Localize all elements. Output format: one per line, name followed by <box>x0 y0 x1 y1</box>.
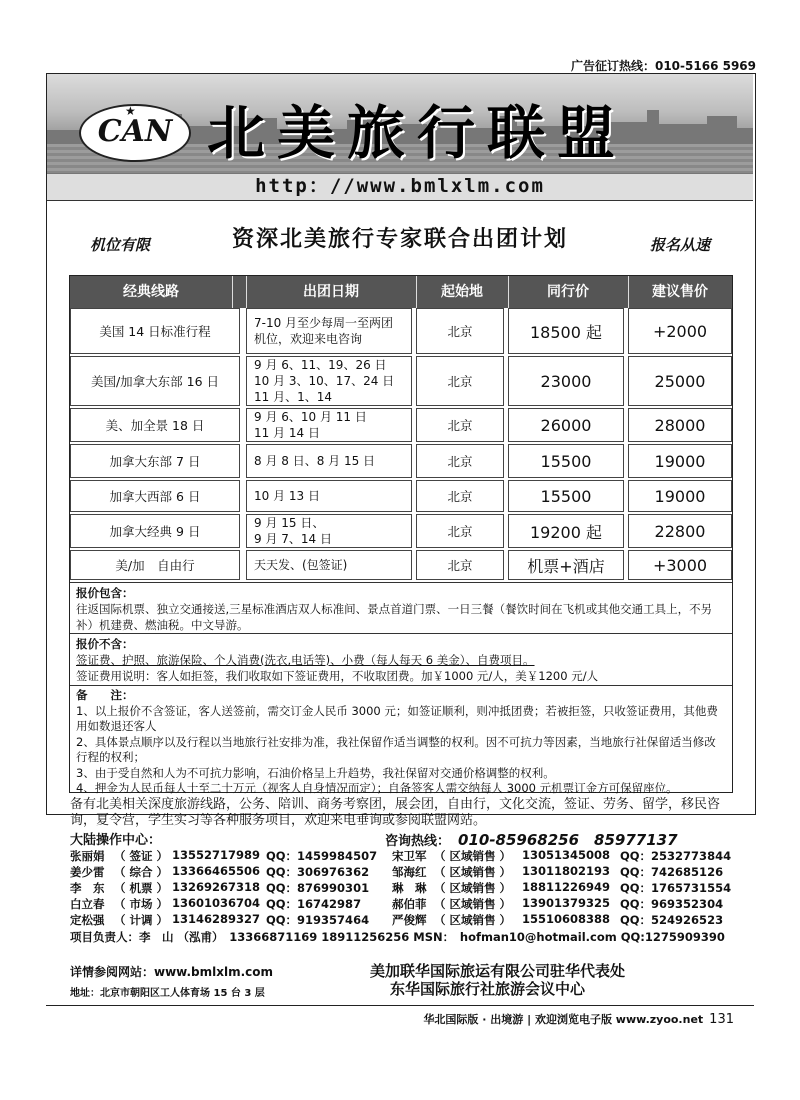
cell-route: 美/加 自由行 <box>70 550 240 580</box>
footer-address: 地址：北京市朝阳区工人体育场 15 台 3 层 <box>70 988 265 999</box>
cell-trade-price: 15500 <box>508 480 624 512</box>
hotline-label: 咨询热线： <box>385 834 451 849</box>
cell-route: 加拿大东部 7 日 <box>70 444 240 478</box>
cell-retail-price: 25000 <box>628 356 732 406</box>
logo <box>79 104 191 162</box>
company-name-1: 美加联华国际旅运有限公司驻华代表处 <box>370 962 626 980</box>
contact-role: （ 机票 ） <box>114 881 169 895</box>
contact-qq: QQ：16742987 <box>266 897 362 911</box>
cell-trade-price: 机票+酒店 <box>508 550 624 580</box>
contact-role: （ 区域销售 ） <box>434 913 512 927</box>
contact-phone: 13051345008 <box>522 848 611 862</box>
contact-name: 严俊辉 <box>392 913 427 927</box>
table-header <box>70 276 732 308</box>
excludes-title: 报价不含： <box>76 637 134 651</box>
cell-route: 美、加全景 18 日 <box>70 408 240 442</box>
services-text: 备有北美相关深度旅游线路，公务、陪训、商务考察团，展会团，自由行，文化交流，签证、劳务、留学，移民咨询，夏令营，学生实习等各种服务项目，欢迎来电垂询或参阅联盟网站。 <box>70 797 721 828</box>
cell-trade-price: 15500 <box>508 444 624 478</box>
footer-website[interactable]: 详情参阅网站：www.bmlxlm.com <box>70 965 274 979</box>
ops-row <box>70 829 730 847</box>
contact-role: （ 区域销售 ） <box>434 881 512 895</box>
bottom-rule <box>46 1005 754 1006</box>
table-row <box>70 480 732 512</box>
tag-sign-up: 报名从速 <box>649 236 710 254</box>
contact-role: （ 综合 ） <box>114 865 169 879</box>
cell-origin: 北京 <box>416 408 504 442</box>
remark-item: 4、押金为人民币每人十至二十万元（视客人自身情况而定）；自备签客人需交纳每人 3000 元机票订金方可保留座位。 <box>76 781 678 795</box>
tag-limited-seats: 机位有限 <box>90 236 151 254</box>
cell-route: 美国/加拿大东部 16 日 <box>70 356 240 406</box>
cell-dates: 9 月 6、11、19、26 日 10 月 3、10、17、24 日 11 月、1、14 <box>246 356 412 406</box>
cell-origin: 北京 <box>416 308 504 354</box>
contact-phone: 13901379325 <box>522 896 611 910</box>
col-retail-price: 建议售价 <box>652 284 708 300</box>
remark-item: 2、具体景点顺序以及行程以当地旅行社安排为准，我社保留作适当调整的权利。因不可抗力等因素，当地旅行社保留适当修改行程的权利； <box>76 734 716 764</box>
remarks <box>70 686 732 799</box>
cell-dates: 9 月 6、10 月 11 日 11 月 14 日 <box>246 408 412 442</box>
price-excludes <box>70 634 732 686</box>
cell-trade-price: 23000 <box>508 356 624 406</box>
cell-retail-price: 22800 <box>628 514 732 548</box>
excludes-text: 签证费、护照、旅游保险、个人消费(洗衣,电话等)、小费（每人每天 6 美金）、自费项目。 <box>76 653 535 667</box>
contact-qq: QQ：306976362 <box>266 865 370 879</box>
table-row <box>70 550 732 580</box>
table-row <box>70 308 732 354</box>
url-strip <box>47 173 753 200</box>
company-name-2: 东华国际旅行社旅游会议中心 <box>390 980 586 998</box>
cell-dates: 8 月 8 日、8 月 15 日 <box>246 444 412 478</box>
includes-title: 报价包含： <box>76 586 134 600</box>
contact-name: 宋卫军 <box>392 849 427 863</box>
ops-center-title: 大陆操作中心： <box>70 833 162 848</box>
contact-role: （ 计调 ） <box>114 913 169 927</box>
col-spacer <box>232 276 247 308</box>
contact-role: （ 签证 ） <box>114 849 169 863</box>
cell-origin: 北京 <box>416 356 504 406</box>
contact-name: 姜少雷 <box>70 865 105 879</box>
contact-qq: QQ：2532773844 <box>620 849 732 863</box>
cell-trade-price: 26000 <box>508 408 624 442</box>
headline: 资深北美旅行专家联合出团计划 <box>231 226 568 252</box>
cell-route: 加拿大经典 9 日 <box>70 514 240 548</box>
contact-name: 郝伯菲 <box>392 897 427 911</box>
col-dates: 出团日期 <box>246 276 417 308</box>
table-row <box>70 356 732 406</box>
contact-name: 琳 琳 <box>392 881 427 895</box>
contact-role: （ 区域销售 ） <box>434 865 512 879</box>
cell-retail-price: 28000 <box>628 408 732 442</box>
col-route: 经典线路 <box>70 276 233 308</box>
contact-phone: 13601036704 <box>172 896 261 910</box>
cell-dates: 9 月 15 日、 9 月 7、14 日 <box>246 514 412 548</box>
contact-qq: QQ：742685126 <box>620 865 724 879</box>
remark-item: 1、以上报价不含签证，客人送签前，需交订金人民币 3000 元；如签证顺利，则冲抵团费；若被拒签，只收签证费用，其他费用如数退还客人 <box>76 703 718 733</box>
cell-origin: 北京 <box>416 550 504 580</box>
page-number: 131 <box>709 1012 734 1027</box>
hotline-numbers: 010-85968256 85977137 <box>458 831 678 849</box>
remark-item: 3、由于受自然和人为不可抗力影响，石油价格呈上升趋势，我社保留对交通价格调整的权利。 <box>76 765 555 780</box>
site-url[interactable]: http：//www.bmlxlm.com <box>255 175 545 197</box>
cell-route: 美国 14 日标准行程 <box>70 308 240 354</box>
col-origin: 起始地 <box>416 276 509 308</box>
contact-phone: 13011802193 <box>522 864 611 878</box>
table-row <box>70 444 732 478</box>
cell-dates: 天天发、(包签证) <box>246 550 412 580</box>
table-row <box>70 408 732 442</box>
star-icon: ★ <box>125 104 136 118</box>
contact-name: 张丽娟 <box>70 849 105 863</box>
contact-name: 邹海红 <box>392 865 427 879</box>
col-trade-price: 同行价 <box>508 276 629 308</box>
cell-origin: 北京 <box>416 480 504 512</box>
cell-retail-price: 19000 <box>628 480 732 512</box>
contact-phone: 13366465506 <box>172 864 261 878</box>
edition-text: 华北国际版 · 出境游 | 欢迎浏览电子版 www.zyoo.net <box>423 1013 704 1026</box>
price-includes <box>70 583 732 635</box>
includes-text: 往返国际机票、独立交通接送,三星标准酒店双人标准间、景点首道门票、一日三餐（餐饮时间在飞机或其他交通工具上，不另补）机建费、燃油税。中文导游。 <box>76 602 713 632</box>
contact-phone: 15510608388 <box>522 912 611 926</box>
cell-dates: 7-10 月至少每周一至两团 机位，欢迎来电咨询 <box>246 308 412 354</box>
contact-phone: 13146289327 <box>172 912 261 926</box>
cell-retail-price: +3000 <box>628 550 732 580</box>
project-lead: 项目负责人：李 山 （泓甫） 13366871169 18911256256 MSN： hofman10@hotmail.com QQ:1275909390 <box>70 930 725 944</box>
remarks-title: 备 注： <box>76 688 134 702</box>
contact-name: 定松强 <box>70 913 105 927</box>
contact-role: （ 区域销售 ） <box>434 849 512 863</box>
contact-qq: QQ：1765731554 <box>620 881 732 895</box>
cell-trade-price: 19200 起 <box>508 514 624 548</box>
contact-phone: 18811226949 <box>522 880 611 894</box>
cell-retail-price: 19000 <box>628 444 732 478</box>
contact-phone: 13269267318 <box>172 880 261 894</box>
contact-name: 白立春 <box>70 897 105 911</box>
contact-qq: QQ：876990301 <box>266 881 370 895</box>
contact-name: 李 东 <box>70 881 105 895</box>
logo-mark: CAN <box>97 114 173 149</box>
contact-role: （ 市场 ） <box>114 897 169 911</box>
visa-note: 签证费用说明：客人如拒签，我们收取如下签证费用，不收取团费。加￥1000 元/人，美￥1200 元/人 <box>76 669 599 683</box>
consult-hotline <box>385 829 678 850</box>
cell-retail-price: +2000 <box>628 308 732 354</box>
brand-title: 北美旅行联盟 <box>207 99 628 167</box>
cell-trade-price: 18500 起 <box>508 308 624 354</box>
banner <box>47 74 753 201</box>
ad-hotline: 广告征订热线：010-5166 5969 <box>570 59 756 73</box>
cell-dates: 10 月 13 日 <box>246 480 412 512</box>
contact-role: （ 区域销售 ） <box>434 897 512 911</box>
subheader <box>46 222 754 256</box>
contact-qq: QQ：1459984507 <box>266 849 378 863</box>
edition-line <box>423 1011 734 1027</box>
cell-origin: 北京 <box>416 444 504 478</box>
tour-table <box>69 275 733 793</box>
contact-qq: QQ：524926523 <box>620 913 724 927</box>
cell-origin: 北京 <box>416 514 504 548</box>
contact-qq: QQ：919357464 <box>266 913 370 927</box>
table-row <box>70 514 732 548</box>
contact-phone: 13552717989 <box>172 848 261 862</box>
cell-route: 加拿大西部 6 日 <box>70 480 240 512</box>
contact-qq: QQ：969352304 <box>620 897 724 911</box>
